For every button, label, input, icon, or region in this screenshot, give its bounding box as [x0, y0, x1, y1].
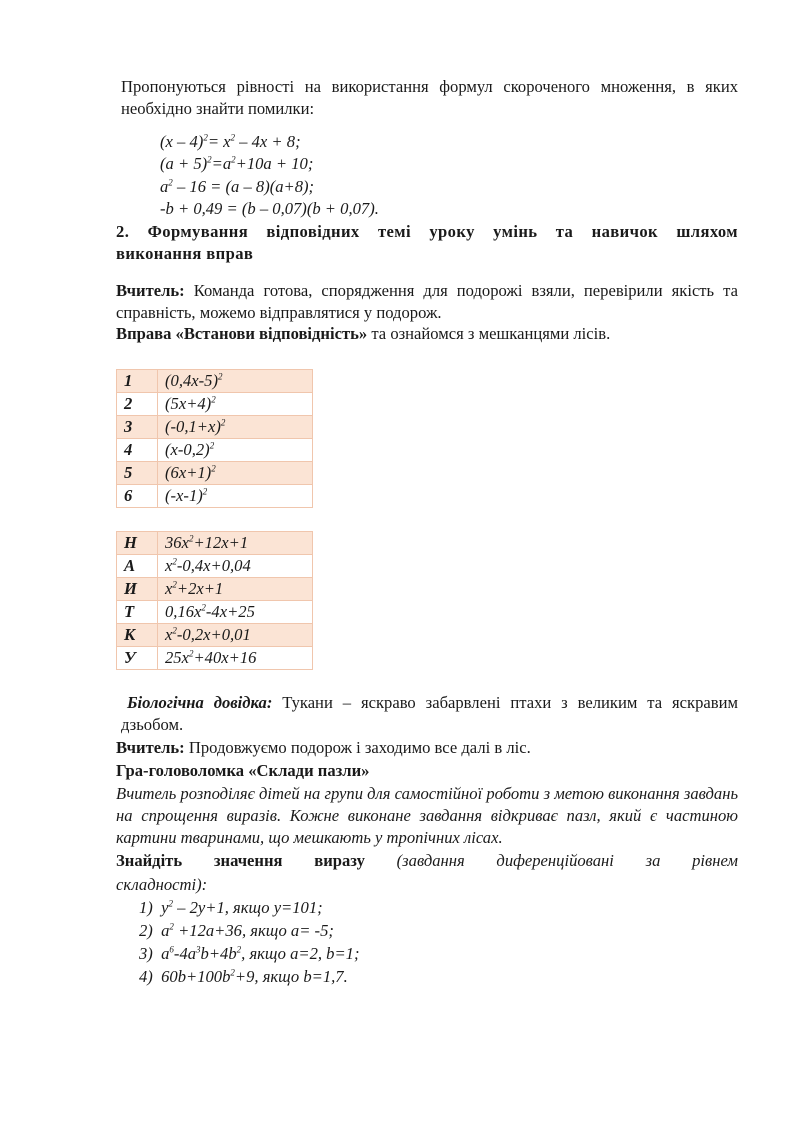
- equation-2: [160, 153, 660, 175]
- expr-base: (x-0,2): [165, 440, 210, 459]
- task-4: [139, 966, 699, 988]
- teacher-paragraph-1: [116, 280, 738, 324]
- eq2-sup: 2: [231, 154, 236, 165]
- expr-part: 36x: [165, 533, 189, 552]
- expr-part: -0,4x+0,04: [176, 556, 251, 575]
- exercise-text: та ознайомся з мешканцями лісів.: [367, 324, 611, 343]
- row-value: [158, 439, 313, 462]
- task-sup: 2: [230, 967, 235, 978]
- biology-text: Тукани – яскраво забарвлені птахи з великим та яскравим дзьобом.: [121, 693, 738, 734]
- section-heading-text: виконання вправ: [116, 244, 254, 263]
- task-sup: 3: [196, 944, 201, 955]
- expr-base: (6x+1): [165, 463, 212, 482]
- task-number: 4): [139, 967, 153, 986]
- eq2-sup: 2: [207, 154, 212, 165]
- task-part: – 2y+1, якщо y=101;: [173, 898, 323, 917]
- eq3-part: – 16 = (a – 8)(a+8);: [172, 177, 315, 196]
- table-row: [117, 601, 313, 624]
- expr-part: 0,16x: [165, 602, 202, 621]
- find-value-line1: [116, 850, 738, 872]
- task-part: b+4b: [200, 944, 237, 963]
- table-row: [117, 555, 313, 578]
- table-row: [117, 393, 313, 416]
- row-value: [158, 485, 313, 508]
- table-row: [117, 647, 313, 670]
- task-part: -4a: [173, 944, 197, 963]
- task-number: 3): [139, 944, 153, 963]
- teacher-label: Вчитель:: [116, 281, 185, 300]
- expr-sup: 2: [217, 371, 223, 382]
- task-part: y: [161, 898, 169, 917]
- row-value: [158, 555, 313, 578]
- row-value: [158, 416, 313, 439]
- task-1: [139, 897, 699, 919]
- table-row: [117, 578, 313, 601]
- row-value: [158, 370, 313, 393]
- expr-base: (-0,1+x): [165, 417, 221, 436]
- task-3: [139, 943, 699, 965]
- game-description-text: Вчитель розподіляє дітей на групи для самостійної роботи з метою виконання завдань на спрощення виразів. Кожне виконане завдання відкриває пазл, який є частиною картини тваринами, що мешкають у тропічних лісах.: [116, 784, 738, 847]
- expr-part: -0,2x+0,01: [176, 625, 251, 644]
- task-part: , якщо a=2, b=1;: [241, 944, 360, 963]
- task-part: a: [161, 944, 170, 963]
- expr-part: x: [165, 579, 173, 598]
- task-sup: 2: [169, 921, 174, 932]
- row-value: [158, 462, 313, 485]
- section-heading-text: 2. Формування відповідних темі уроку умінь та навичок шляхом: [116, 222, 738, 241]
- eq4-part: -b + 0,49 = (b – 0,07)(b + 0,07).: [160, 199, 379, 218]
- exercise-line: [116, 323, 738, 345]
- expr-base: (5x+4): [165, 394, 212, 413]
- row-value: [158, 647, 313, 670]
- row-key: И: [117, 578, 158, 601]
- equation-1: [160, 131, 660, 153]
- expr-sup: 2: [202, 486, 208, 497]
- expr-base: (-x-1): [165, 486, 203, 505]
- eq2-part: =a: [211, 154, 232, 173]
- expr-part: x: [165, 556, 173, 575]
- task-sup: 2: [236, 944, 242, 955]
- teacher-text: Команда готова, спорядження для подорожі взяли, перевірили якість та справність, можемо відправлятися у подорож.: [116, 281, 738, 322]
- teacher-paragraph-2: [116, 737, 738, 759]
- row-value: [158, 578, 313, 601]
- expr-part: x: [165, 625, 173, 644]
- eq1-part: = x: [207, 132, 231, 151]
- expr-sup: 2: [201, 602, 206, 613]
- exercise-label: Вправа «Встанови відповідність»: [116, 324, 368, 343]
- expr-sup: 2: [172, 556, 177, 567]
- section-heading-line1: [116, 221, 738, 243]
- equation-4: [160, 198, 660, 220]
- row-key: 3: [117, 416, 158, 439]
- expr-part: -4x+25: [205, 602, 255, 621]
- task-part: a: [161, 921, 170, 940]
- expanded-forms-table: [116, 531, 313, 670]
- task-part: +12a+36, якщо a= -5;: [173, 921, 334, 940]
- intro-paragraph: [121, 76, 738, 120]
- row-key: Н: [117, 532, 158, 555]
- table-row: [117, 462, 313, 485]
- biology-label: Біологічна довідка:: [127, 693, 273, 712]
- expr-sup: 2: [220, 417, 226, 428]
- eq1-sup: 2: [203, 132, 208, 143]
- eq2-part: (a + 5): [160, 154, 208, 173]
- eq3-part: a: [160, 177, 169, 196]
- row-key: 4: [117, 439, 158, 462]
- expr-sup: 2: [172, 625, 177, 636]
- table-row: [117, 439, 313, 462]
- task-sup: 6: [169, 944, 174, 955]
- equation-3: [160, 176, 660, 198]
- row-key: К: [117, 624, 158, 647]
- row-key: А: [117, 555, 158, 578]
- find-value-line2: [116, 874, 738, 896]
- expr-sup: 2: [188, 648, 194, 659]
- expr-base: (0,4x-5): [165, 371, 218, 390]
- expr-sup: 2: [209, 440, 215, 451]
- table-row: [117, 624, 313, 647]
- biology-note: [121, 692, 738, 736]
- section-heading-line2: [116, 243, 738, 265]
- find-note: складності):: [116, 875, 208, 894]
- row-value: [158, 601, 313, 624]
- eq3-sup: 2: [168, 177, 173, 188]
- row-key: Т: [117, 601, 158, 624]
- row-key: 2: [117, 393, 158, 416]
- task-part: +9, якщо b=1,7.: [234, 967, 348, 986]
- row-value: [158, 624, 313, 647]
- row-key: 5: [117, 462, 158, 485]
- eq1-part: – 4x + 8;: [235, 132, 301, 151]
- row-value: [158, 393, 313, 416]
- intro-text: Пропонуються рівності на використання формул скороченого множення, в яких необхідно знайти помилки:: [121, 77, 738, 118]
- task-sup: 2: [168, 898, 173, 909]
- game-title-text: Гра-головоломка «Склади пазли»: [116, 761, 370, 780]
- task-number: 2): [139, 921, 153, 940]
- find-label: Знайдіть значення виразу: [116, 851, 365, 870]
- game-description: [116, 783, 738, 849]
- teacher-text: Продовжуємо подорож і заходимо все далі в ліс.: [184, 738, 531, 757]
- game-title: [116, 760, 738, 782]
- expr-sup: 2: [188, 533, 194, 544]
- find-note: (завдання диференційовані за рівнем: [364, 851, 738, 870]
- teacher-label: Вчитель:: [116, 738, 185, 757]
- row-key: 1: [117, 370, 158, 393]
- table-row: [117, 532, 313, 555]
- expr-part: +2x+1: [176, 579, 224, 598]
- expressions-table: [116, 369, 313, 508]
- eq1-part: (x – 4): [160, 132, 204, 151]
- row-key: 6: [117, 485, 158, 508]
- table-row: [117, 485, 313, 508]
- expr-part: 25x: [165, 648, 189, 667]
- expr-part: +40x+16: [193, 648, 257, 667]
- eq2-part: +10a + 10;: [235, 154, 314, 173]
- row-key: У: [117, 647, 158, 670]
- expr-sup: 2: [172, 579, 177, 590]
- row-value: [158, 532, 313, 555]
- task-part: 60b+100b: [161, 967, 231, 986]
- table-row: [117, 416, 313, 439]
- task-number: 1): [139, 898, 153, 917]
- expr-sup: 2: [211, 463, 216, 474]
- eq1-sup: 2: [230, 132, 236, 143]
- task-2: [139, 920, 699, 942]
- expr-part: +12x+1: [193, 533, 249, 552]
- expr-sup: 2: [211, 394, 216, 405]
- table-row: [117, 370, 313, 393]
